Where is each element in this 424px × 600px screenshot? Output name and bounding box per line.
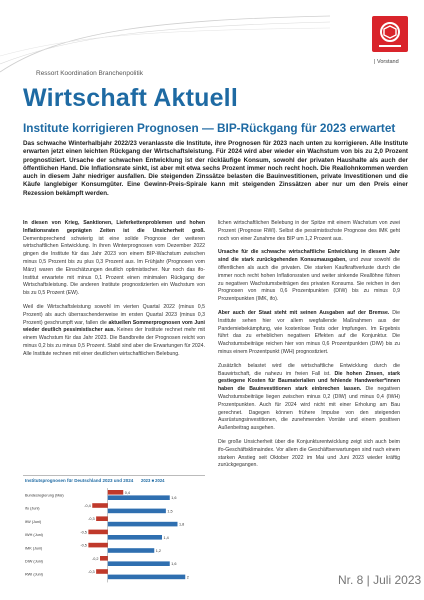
right-paragraph-5 bbox=[218, 439, 400, 470]
data-label: -0,2 bbox=[91, 556, 99, 561]
data-label: 1,4 bbox=[163, 535, 169, 540]
data-label: 0,4 bbox=[124, 490, 131, 495]
bar-2024 bbox=[108, 548, 155, 553]
bar-2024 bbox=[108, 561, 170, 566]
right-p3-text: Die Institute sehen hier vor allem wegfallende Maßnahmen aus der Pandemiebekämpfung, wie kostenlose Tests oder Impfungen. Im Ergebnis führt das zu erheblichen negativen Effekten auf die Konjunktur. Die Wachstumsbeiträge reichen hier von minus 0,6 Prozentpunkten (DIW) bis zu minus einem Prozentpunkt (IWH) prognostiziert. bbox=[218, 309, 400, 355]
bar-2023 bbox=[88, 543, 107, 548]
category-label: IfW (Juni) bbox=[25, 519, 42, 524]
right-paragraph-3 bbox=[218, 310, 400, 357]
data-label: 1,2 bbox=[155, 549, 162, 553]
left-p1-text: Dementsprechend schwierig ist eine solide Prognose der weiteren wirtschaftlichen Entwicklung. In ihren Winterprognosen vom Dezember 2022 gingen die Institute für das Jahr 2023 von einem BIP-Wachstum zwischen minus 0,5 Prozent bis zu plus 0,3 Prozent aus. Im Frühjahr (Prognosen vom März) waren die Einschätzungen deutlich optimistischer. Nur noch das ifo-Institut erwartete mit minus 0,1 Prozent einen minimalen Rückgang der Wirtschaftsleistung. Die anderen Institute prognostizierten ein Wachstum von bis zu 0,5 Prozent (EW). bbox=[23, 235, 205, 297]
data-label: 2 bbox=[186, 575, 189, 580]
left-p2-tail: Keines der Institute rechnet mehr mit einem Wachstum für das Jahr 2023. Die Bandbreite der Prognosen reicht von minus 0,2 bis zu minus 0,5 Prozent. Stabil sind aber die Erwartungen für 2024. Alle Institute rechnen mit einer deutlichen wirtschaftlichen Belebung. bbox=[23, 327, 205, 357]
bar-2024 bbox=[108, 509, 166, 514]
right-p4-tail: Die negativen Wachstumsbeiträge liegen zwischen minus 0,2 (DIW) und minus 0,4 (IWH) Prozentpunkten. Auch für 2024 wird nicht mit einer Erholung am Bau gerechnet. Dagegen können frühere Impulse von den steigenden Ausrüstungsinvestitionen, die zunehmenden Vorräte und einem positiven Außenbeitrag ausgehen. bbox=[218, 386, 400, 432]
category-label: DIW (Juni) bbox=[25, 559, 43, 564]
category-label: RWI (Juni) bbox=[25, 572, 43, 577]
right-paragraph-1 bbox=[218, 220, 400, 243]
right-paragraph-4 bbox=[218, 363, 400, 433]
bar-2023 bbox=[100, 556, 108, 561]
igmetall-logo bbox=[372, 16, 408, 52]
data-label: -0,4 bbox=[84, 504, 91, 508]
left-p1-bold: In diesen von Krieg, Sanktionen, Lieferkettenproblemen und hohen Inflationsraten geprägten Zeiten ist die Unsicherheit groß. bbox=[23, 220, 205, 234]
category-label: ifo (Juni) bbox=[25, 506, 40, 511]
chart-legend: 2023 ■ 2024 bbox=[141, 478, 165, 483]
bar-2023 bbox=[96, 569, 108, 574]
issue-number: Nr. 8 | Juli 2023 bbox=[338, 573, 422, 587]
left-column bbox=[23, 220, 205, 365]
data-label: -0,5 bbox=[80, 543, 87, 548]
data-label: -0,3 bbox=[88, 570, 95, 574]
right-p4-bold: Die hohen Zinsen, stark gestiegene Kosten für Baumaterialien und fehlende Handwerker*innen haben die Bauinvestitionen stark einbrechen lassen. bbox=[218, 370, 400, 393]
right-p2-bold: Ursache für die schwache wirtschaftliche Entwicklung in diesem Jahr sind die stark zurückgehenden Konsumausgaben, bbox=[218, 249, 400, 264]
bar-2024 bbox=[108, 575, 186, 580]
bar-2023 bbox=[108, 490, 124, 495]
masthead-title: Wirtschaft Aktuell bbox=[23, 84, 238, 112]
left-p2-bold: aktuellen Sommerprognosen vom Juni wieder deutlich pessimistischer aus. bbox=[23, 319, 206, 334]
bar-2024 bbox=[108, 535, 162, 540]
bar-2023 bbox=[92, 503, 108, 508]
article-headline: Institute korrigieren Prognosen — BIP-Rückgang für 2023 erwartet bbox=[23, 121, 396, 135]
forecast-chart bbox=[23, 475, 205, 586]
right-p1-text: lichen wirtschaftlichen Belebung in der Spitze mit einem Wachstum von zwei Prozent (Prognose RWI). Selbst die pessimistischste Prognose des IMK geht noch von einer Zunahme des BIP um 1,2 Prozent aus. bbox=[218, 220, 400, 242]
right-column bbox=[218, 220, 400, 476]
category-label: IMK (Juni) bbox=[25, 546, 43, 551]
data-label: 1,8 bbox=[179, 522, 185, 527]
chart-title: Institutsprognosen für Deutschland 2023 und 2024 bbox=[25, 478, 134, 483]
chart-plot bbox=[23, 484, 205, 588]
left-paragraph-2 bbox=[23, 304, 205, 359]
right-p3-bold: Aber auch der Staat steht mit seinen Ausgaben auf der Bremse. bbox=[218, 309, 390, 316]
data-label: -0,3 bbox=[88, 517, 95, 522]
right-paragraph-2 bbox=[218, 249, 400, 304]
left-paragraph-1 bbox=[23, 220, 205, 298]
right-p2-text: und zwar sowohl die öffentlichen als auch die privaten. Die starken Kaufkraftverluste durch die immer noch recht hohen Inflationsraten und weiter sinkende Reallöhne führen zu negativen Wachstumsbeiträgen des privaten Konsums. Sie reichen in den Prognosen von minus 0,6 Prozentpunkten (DIW) bis zu minus 0,9 Prozentpunkten (IMK, ifo). bbox=[218, 257, 400, 303]
vorstand-label: | Vorstand bbox=[374, 59, 399, 65]
category-label: Bundesregierung (Mai) bbox=[25, 493, 64, 498]
bar-2024 bbox=[108, 522, 178, 527]
bar-2023 bbox=[96, 516, 108, 521]
right-p5-text: Die große Unsicherheit über die Konjunkturentwicklung zeigt sich auch beim ifo-Geschäftsklimaindex. Vor allem die Geschäftserwartungen sind nach einem starken Anstieg seit Oktober 2022 im Mai und Juni 2023 wieder kräftig zurückgegangen. bbox=[218, 438, 400, 469]
data-label: 1,6 bbox=[171, 496, 177, 501]
category-label: IWH (Juni) bbox=[25, 533, 43, 538]
bar-2023 bbox=[88, 530, 107, 535]
data-label: -0,5 bbox=[80, 530, 87, 535]
left-p2-text: Weil die Wirtschaftsleistung sowohl im vierten Quartal 2022 (minus 0,5 Prozent) als auch überraschenderweise im ersten Quartal 2023 (minus 0,3 Prozent) geschrumpft war, fallen die bbox=[23, 303, 205, 326]
decorative-swoosh bbox=[0, 14, 330, 76]
data-label: 1,6 bbox=[171, 562, 177, 567]
ressort-label: Ressort Koordination Branchenpolitik bbox=[36, 70, 143, 77]
right-p4-text: Zusätzlich belastet wird die wirtschaftliche Entwicklung durch die Bauwirtschaft, die nahezu im freien Fall ist. bbox=[218, 362, 400, 377]
article-lead: Das schwache Winterhalbjahr 2022/23 veranlasste die Institute, ihre Prognosen für 2023 nach unten zu korrigieren. Alle Institute erwarten jetzt einen leichten Rückgang der Wirtschaftsleistung. Für 2024 wird aber wieder ein Wachstum von bis zu 2,0 Prozent prognostiziert. Ursache der schwachen Entwicklung ist der rückläufige Konsum, sowohl der privaten Haushalte als auch der öffentlichen Hand. Die Inflationsrate sinkt, ist aber mit etwa sechs Prozent immer noch recht hoch. Die Reallohnkommen werden auch in diesem Jahr niedriger ausfallen. Die steigenden Zinssätze belasten die Bauinvestitionen, private Investitionen und die Käufe langlebiger Konsumgüter. Eine Gewinn-Preis-Spirale kann mit steigenden Zinssätzen aber nur um den Preis einer Rezession bekämpft werden. bbox=[23, 140, 408, 197]
bar-2024 bbox=[108, 495, 170, 500]
data-label: 1,5 bbox=[167, 509, 173, 514]
